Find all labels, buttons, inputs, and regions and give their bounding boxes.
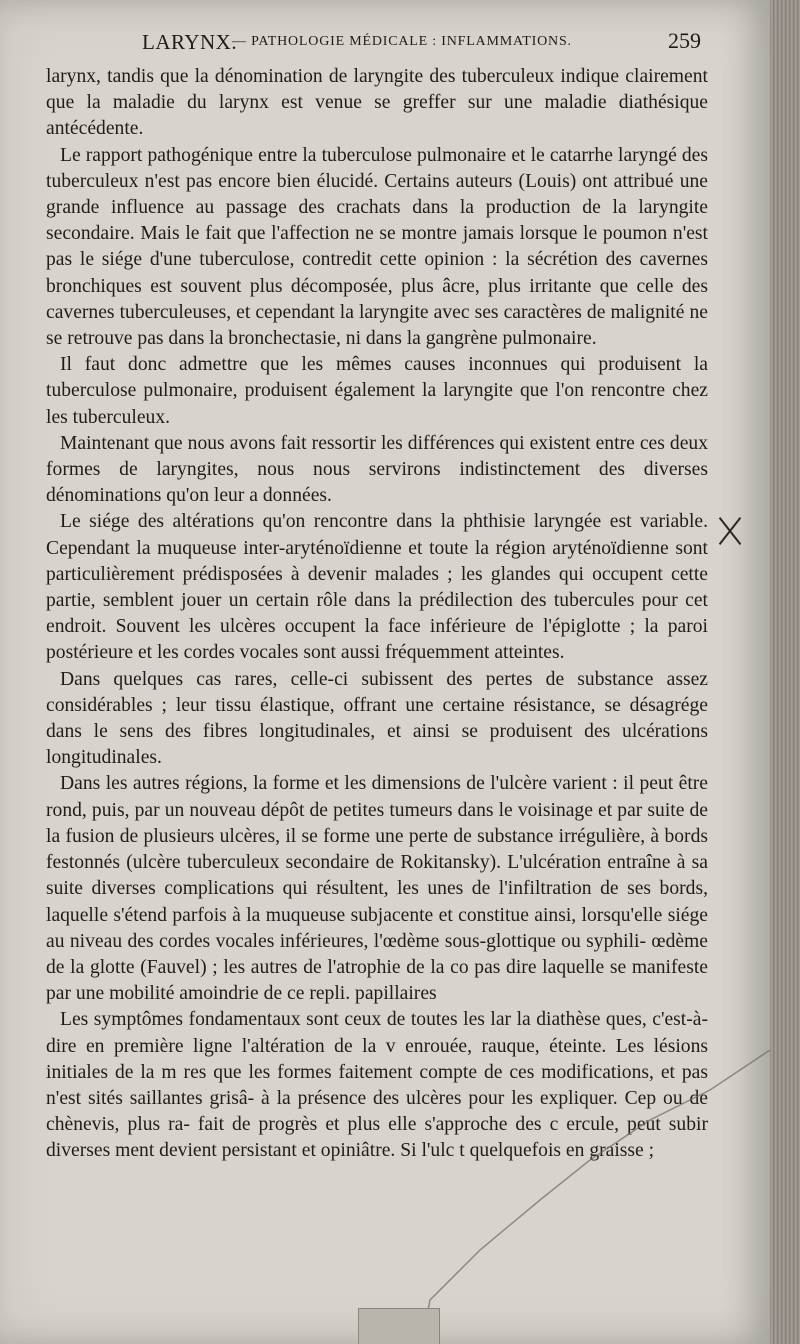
paragraph: Le siége des altérations qu'on rencontre dans la phthisie laryngée est variable. Cependant la muqueuse inter-aryténoïdienne et toute la région aryténoïdienne sont particulièrement prédisposées à devenir malades ; les glandes qui occupent cette partie, semblent jouer un certain rôle dans la prédilection des tubercules pour cet endroit. Souvent les ulcères occupent la face inférieure de l'épiglotte ; la paroi postérieure et les cordes vocales sont aussi fréquemment atteintes. [46,511,708,664]
paragraph: Dans quelques cas rares, celle-ci subissent des pertes de substance assez considérables ; leur tissu élastique, offrant une certaine résistance, se désagrége dans le sens des fibres longitudinales, et ainsi se produisent des ulcérations longitudinales. [46,668,708,769]
bookmark-tab [358,1308,440,1344]
header-title: LARYNX. [142,30,238,54]
body-text [46,64,708,1165]
paragraph: Maintenant que nous avons fait ressortir les différences qui existent entre ces deux formes de laryngites, nous nous servirons indistinctement des diverses dénominations qu'on leur a données. [46,432,708,507]
margin-cross-mark [716,516,744,544]
paragraph: Dans les autres régions, la forme et les dimensions de l'ulcère varient : il peut être rond, puis, par un nouveau dépôt de petites tumeurs dans le voisinage et par suite de la fusion de plusieurs ulcères, il se forme une perte de substance irrégulière, à bords festonnés (ulcère tuberculeux secondaire de Rokitansky). L'ulcération entraîne à sa suite diverses complications qui résultent, les unes de l'infiltration de ses bords, laquelle s'étend parfois à la muqueuse subjacente et constitue ainsi, lorsqu'elle siége au niveau des cordes vocales inférieures, l'œdème sous-glottique ou syphili- œdème de la glotte (Fauvel) ; les autres de l'atrophie de la co pas dire laquelle se manifeste par une mobilité amoindrie de ce repli. papillaires [46,773,708,1005]
header-subtitle: — PATHOLOGIE MÉDICALE : INFLAMMATIONS. [232,34,572,49]
paragraph: Il faut donc admettre que les mêmes causes inconnues qui produisent la tuberculose pulmonaire, produisent également la laryngite que l'on rencontre chez les tuberculeux. [46,354,708,428]
paragraph: larynx, tandis que la dénomination de laryngite des tuberculeux indique clairement que la maladie du larynx est venue se greffer sur une maladie diathésique antécédente. [46,66,708,140]
running-header [46,26,716,56]
paragraph: Les symptômes fondamentaux sont ceux de toutes les lar la diathèse ques, c'est-à-dire en première ligne l'altération de la v enrouée, rauque, éteinte. Les lésions initiales de la m res que les formes faitement compte de ces modifications, et pas n'est sités saillantes grisâ- à la présence des ulcères pour les expliquer. Cep ou de chènevis, plus ra- fait de progrès et plus elle s'approche des c ercule, peut subir diverses ment devient persistant et opiniâtre. Si l'ulc t quelquefois en graisse ; [46,1009,708,1162]
book-page-edges [770,0,800,1344]
paragraph: Le rapport pathogénique entre la tuberculose pulmonaire et le catarrhe laryngé des tuberculeux n'est pas encore bien élucidé. Certains auteurs (Louis) ont attribué une grande influence au passage des crachats dans la production de la laryngite secondaire. Mais le fait que l'affection ne se montre jamais lorsque le poumon n'est pas le siége d'une tuberculose, contredit cette opinion : la sécrétion des cavernes bronchiques est souvent plus décomposée, plus âcre, plus irritante que celle des cavernes tuberculeuses, et cependant la laryngite avec ses caractères de malignité ne se retrouve pas dans la bronchectasie, ni dans la gangrène pulmonaire. [46,144,708,350]
page-number: 259 [668,28,701,53]
